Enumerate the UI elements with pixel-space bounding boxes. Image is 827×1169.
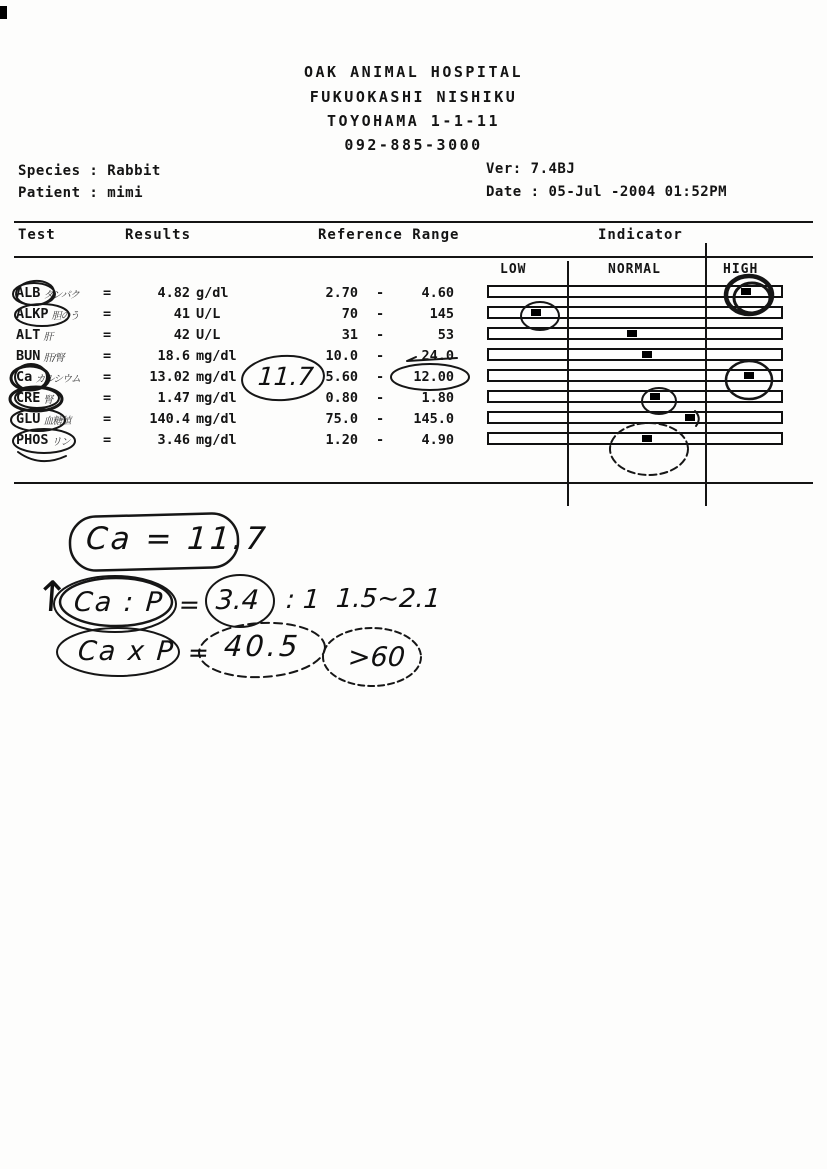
result-value: 41	[173, 306, 190, 322]
range-dash: -	[376, 348, 385, 364]
zone-label-low: LOW	[500, 262, 527, 277]
zone-divider-low-normal	[567, 261, 569, 506]
range-dash: -	[376, 369, 385, 385]
scan-artifact	[0, 6, 7, 19]
result-value: 4.82	[157, 285, 190, 301]
test-name: GLU	[16, 411, 41, 427]
hospital-name: OAK ANIMAL HOSPITAL	[303, 63, 524, 81]
indicator-bar	[487, 411, 783, 424]
handwritten-annotation: 肝	[43, 332, 53, 343]
test-cell	[16, 285, 79, 301]
indicator-bar	[487, 348, 783, 361]
handwritten-ratio-value: 3.4	[214, 585, 261, 616]
indicator-marker	[531, 309, 541, 316]
test-cell	[16, 432, 70, 448]
indicator-bar	[487, 327, 783, 340]
handwritten-annotation: 腎	[43, 395, 53, 406]
indicator-marker	[741, 288, 751, 295]
range-dash: -	[376, 432, 385, 448]
test-name: ALKP	[16, 306, 49, 322]
result-value: 18.6	[157, 348, 190, 364]
test-row-cre	[0, 390, 827, 410]
result-unit: mg/dl	[196, 432, 237, 448]
test-name: PHOS	[16, 432, 49, 448]
test-name: CRE	[16, 390, 41, 406]
rule-bottom	[14, 482, 813, 484]
equals-sign: =	[103, 327, 112, 343]
result-unit: U/L	[196, 306, 221, 322]
handwritten-ratio-label: Ca : P	[72, 587, 166, 618]
column-header-reference: Reference Range	[318, 227, 460, 243]
indicator-bar	[487, 285, 783, 298]
result-value: 3.46	[157, 432, 190, 448]
handwritten-annotation: 胆のう	[51, 311, 79, 322]
indicator-bar	[487, 369, 783, 382]
indicator-marker	[627, 330, 637, 337]
test-cell	[16, 390, 52, 406]
result-unit: mg/dl	[196, 348, 237, 364]
handwritten-ratio-equals: =	[177, 590, 201, 619]
result-unit: mg/dl	[196, 411, 237, 427]
ref-low: 31	[341, 327, 358, 343]
handwritten-annotation: リン	[51, 437, 70, 448]
result-unit: U/L	[196, 327, 221, 343]
zone-label-high: HIGH	[723, 262, 759, 277]
indicator-marker	[650, 393, 660, 400]
test-row-ca	[0, 369, 827, 389]
ref-high: 145.0	[413, 411, 454, 427]
handwritten-annotation: 肝/腎	[43, 353, 64, 364]
handwritten-product-threshold: >60	[346, 642, 407, 673]
ref-high: 4.60	[421, 285, 454, 301]
test-cell	[16, 327, 52, 343]
hospital-address: TOYOHAMA 1-1-11	[327, 112, 500, 130]
equals-sign: =	[103, 306, 112, 322]
test-cell	[16, 348, 64, 364]
indicator-marker	[642, 435, 652, 442]
ref-low: 0.80	[325, 390, 358, 406]
handwritten-product-equals: =	[186, 638, 210, 667]
test-row-alt	[0, 327, 827, 347]
test-row-glu	[0, 411, 827, 431]
indicator-marker	[642, 351, 652, 358]
result-unit: mg/dl	[196, 390, 237, 406]
test-name: BUN	[16, 348, 41, 364]
ref-high: 145	[429, 306, 454, 322]
handwritten-ratio-suffix: : 1	[284, 585, 321, 615]
ref-high: 1.80	[421, 390, 454, 406]
indicator-marker	[685, 414, 695, 421]
ref-low: 1.20	[325, 432, 358, 448]
zone-label-normal: NORMAL	[608, 262, 661, 277]
species-line: Species : Rabbit	[18, 163, 161, 179]
test-row-alb	[0, 285, 827, 305]
equals-sign: =	[103, 432, 112, 448]
equals-sign: =	[103, 369, 112, 385]
patient-line: Patient : mimi	[18, 185, 144, 201]
column-header-results: Results	[125, 227, 192, 243]
equals-sign: =	[103, 390, 112, 406]
result-unit: g/dl	[196, 285, 229, 301]
test-name: ALT	[16, 327, 41, 343]
test-row-alkp	[0, 306, 827, 326]
test-name: ALB	[16, 285, 41, 301]
indicator-marker	[744, 372, 754, 379]
result-value: 42	[173, 327, 190, 343]
equals-sign: =	[103, 348, 112, 364]
rule-top	[14, 221, 813, 223]
version-line: Ver: 7.4BJ	[486, 161, 576, 177]
circle-phos-tail	[18, 452, 66, 461]
handwritten-ca-corrected-value: 11.7	[256, 362, 315, 391]
result-unit: mg/dl	[196, 369, 237, 385]
result-value: 1.47	[157, 390, 190, 406]
handwritten-product-label: Ca x P	[76, 636, 176, 667]
test-cell	[16, 411, 70, 427]
handwritten-up-arrow: ↑	[32, 572, 71, 621]
ref-high: 4.90	[421, 432, 454, 448]
range-dash: -	[376, 411, 385, 427]
handwritten-annotation: カルシウム	[35, 374, 80, 385]
handwritten-boxed-note: Ca = 11.7	[84, 521, 270, 557]
column-header-test: Test	[18, 227, 56, 243]
ref-high: 24.0	[421, 348, 454, 364]
test-name: Ca	[16, 369, 33, 385]
ref-high: 53	[437, 327, 454, 343]
test-cell	[16, 369, 80, 385]
test-row-phos	[0, 432, 827, 452]
column-header-indicator: Indicator	[598, 227, 683, 243]
indicator-bar	[487, 432, 783, 445]
result-value: 13.02	[149, 369, 190, 385]
date-line: Date : 05-Jul -2004 01:52PM	[486, 184, 728, 200]
test-cell	[16, 306, 79, 322]
result-value: 140.4	[149, 411, 190, 427]
ref-high: 12.00	[413, 369, 454, 385]
equals-sign: =	[103, 411, 112, 427]
handwritten-annotation: タンパク	[43, 290, 79, 301]
handwritten-product-value: 40.5	[222, 629, 302, 663]
range-dash: -	[376, 306, 385, 322]
indicator-bar	[487, 306, 783, 319]
test-row-bun	[0, 348, 827, 368]
equals-sign: =	[103, 285, 112, 301]
rule-under-header	[14, 256, 813, 258]
indicator-bar	[487, 390, 783, 403]
ref-low: 75.0	[325, 411, 358, 427]
ref-low: 10.0	[325, 348, 358, 364]
handwritten-annotation: 血糖値	[43, 416, 71, 427]
range-dash: -	[376, 327, 385, 343]
handwritten-ratio-normal-range: 1.5~2.1	[334, 584, 442, 614]
range-dash: -	[376, 285, 385, 301]
hospital-phone: 092-885-3000	[344, 136, 483, 154]
range-dash: -	[376, 390, 385, 406]
ref-low: 70	[341, 306, 358, 322]
zone-divider-normal-high	[705, 243, 707, 506]
ref-low: 2.70	[325, 285, 358, 301]
hospital-city: FUKUOKASHI NISHIKU	[309, 88, 518, 106]
ref-low: 5.60	[325, 369, 358, 385]
